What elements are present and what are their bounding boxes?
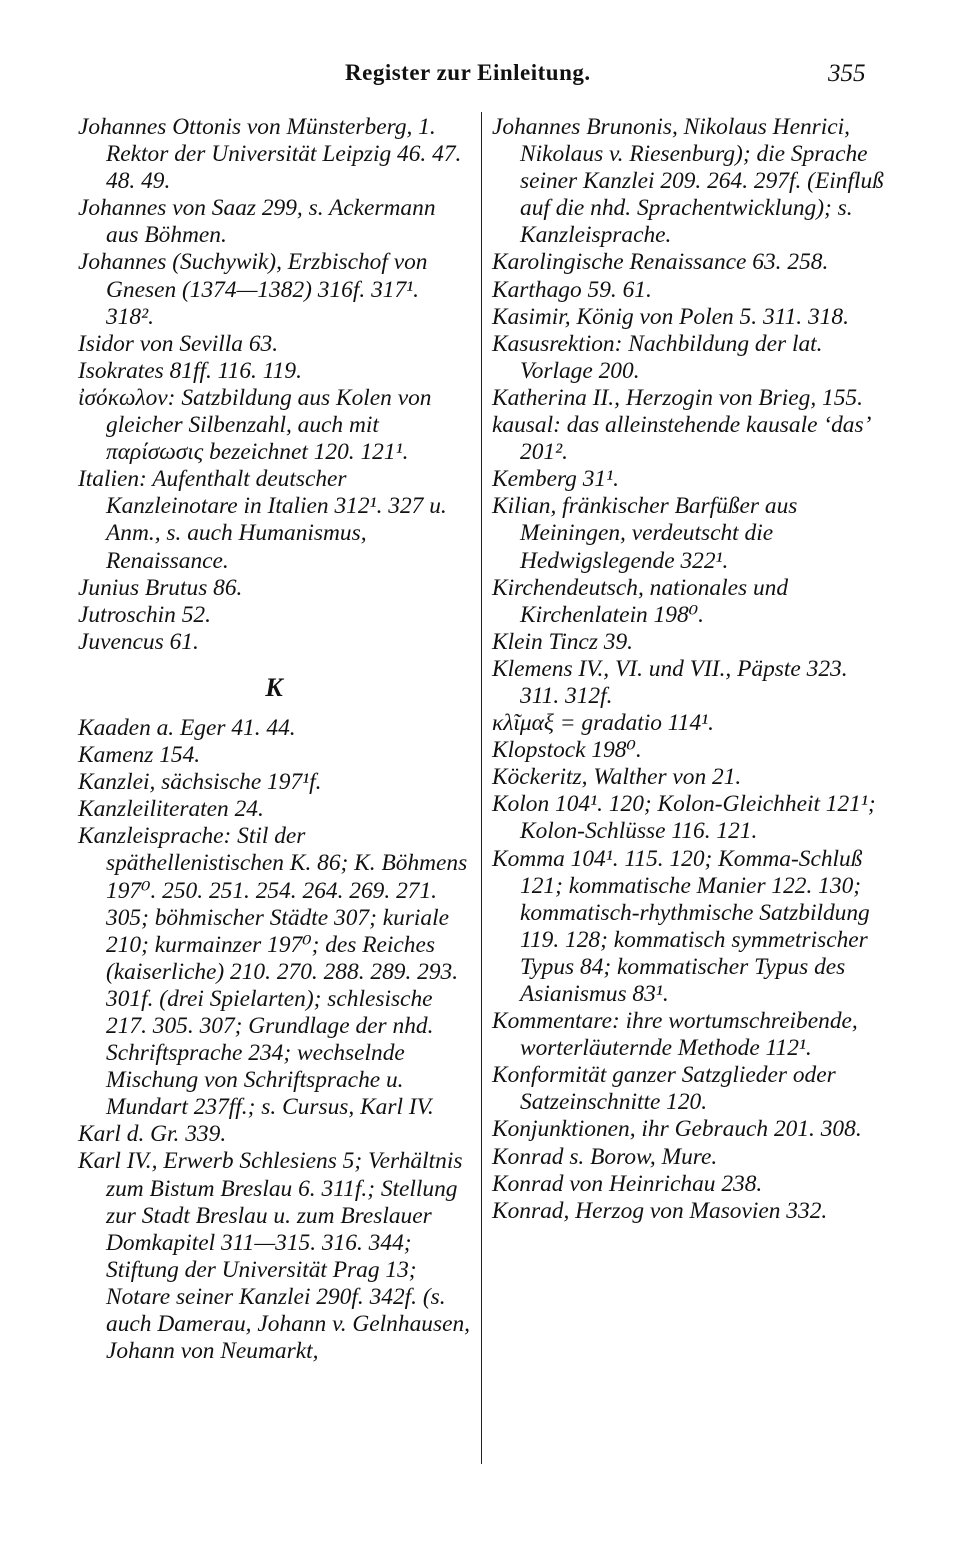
index-entry: κλῖμαξ = gradatio 114¹. [492,710,715,737]
index-entry: Johannes von Saaz 299, s. Ackermann aus Böhmen. [78,195,436,249]
index-entry: Jutroschin 52. [78,601,211,628]
index-entry: kausal: das alleinstehende kausale ʻdas’ 201². [492,412,869,466]
index-entry: Kilian, fränkischer Barfüßer aus Meiningen, verdeutscht die Hedwigslegende 322¹. [492,493,798,574]
index-entry: Junius Brutus 86. [78,574,243,601]
index-entry: Kanzleiliteraten 24. [78,796,264,823]
index-entry: Karthago 59. 61. [492,276,652,303]
index-entry: Isidor von Sevilla 63. [78,330,279,357]
index-entry: Kanzlei, sächsische 197¹f. [78,769,322,796]
index-entry: Kolon 104¹. 120; Kolon-Gleichheit 121¹; Kolon-Schlüsse 116. 121. [492,791,876,845]
index-entry: Johannes Ottonis von Münsterberg, 1. Rektor der Universität Leipzig 46. 47. 48. 49. [78,114,462,195]
index-entry: Karl IV., Erwerb Schlesiens 5; Verhältnis zum Bistum Breslau 6. 311f.; Stellung zur Stadt Breslau u. zum Breslauer Domkapitel 311—315. 316. 344; Stiftung der Universität Prag 13; Notare seiner Kanzlei 290f. 342f. (s. auch Damerau, Johann v. Gelnhausen, Johann von Neumarkt, [78,1148,470,1365]
index-entry: Konrad s. Borow, Mure. [492,1143,718,1170]
index-entry: Karl d. Gr. 339. [78,1121,227,1148]
index-entry: Konrad, Herzog von Masovien 332. [492,1197,828,1224]
section-letter-heading: K [265,672,283,702]
page-header [0,56,960,96]
column-divider [481,112,482,1464]
index-entry: Komma 104¹. 115. 120; Komma-Schluß 121; kommatische Manier 122. 130; kommatisch-rhythmische Satzbildung 119. 128; kommatisch symmetrischer Typus 84; kommatischer Typus des Asianismus 83¹. [492,845,870,1007]
index-entry: Johannes Brunonis, Nikolaus Henrici, Nikolaus v. Riesenburg); die Sprache seiner Kanzlei 209. 264. 297f. (Einfluß auf die nhd. Sprachentwicklung); s. Kanzleisprache. [492,114,884,249]
page-number: 355 [828,60,866,87]
index-entry: Kanzleisprache: Stil der späthellenistischen K. 86; K. Böhmens 197⁰. 250. 251. 254. 264. 269. 271. 305; böhmischer Städte 307; kuriale 210; kurmainzer 197⁰; des Reiches (kaiserliche) 210. 270. 288. 289. 293. 301f. (drei Spielarten); schlesische 217. 305. 307; Grundlage der nhd. Schriftsprache 234; wechselnde Mischung von Schriftsprache u. Mundart 237ff.; s. Cursus, Karl IV. [78,823,468,1121]
index-entry: Konrad von Heinrichau 238. [492,1170,763,1197]
index-entry: Karolingische Renaissance 63. 258. [492,249,829,276]
index-entry: Johannes (Suchywik), Erzbischof von Gnesen (1374—1382) 316f. 317¹. 318². [78,249,428,330]
index-entry: Kommentare: ihre wortumschreibende, worterläuternde Methode 112¹. [492,1008,858,1062]
index-entry: Konjunktionen, ihr Gebrauch 201. 308. [492,1116,862,1143]
running-title: Register zur Einleitung. [345,60,591,85]
index-entry: Kirchendeutsch, nationales und Kirchenlatein 198⁰. [492,574,789,628]
index-entry: Kemberg 31¹. [492,466,619,493]
index-entry: Kasusrektion: Nachbildung der lat. Vorlage 200. [492,330,823,384]
index-entry: Isokrates 81ff. 116. 119. [78,357,302,384]
left-column [78,114,470,1365]
index-entry: Kamenz 154. [78,742,201,769]
index-entry: Katherina II., Herzogin von Brieg, 155. [492,384,863,411]
index-entry: Klein Tincz 39. [492,628,634,655]
index-entry: Kasimir, König von Polen 5. 311. 318. [492,303,849,330]
index-entry: ἰσόκωλον: Satzbildung aus Kolen von gleicher Silbenzahl, auch mit παρίσωσις bezeichnet 120. 121¹. [78,384,432,466]
index-entry: Klemens IV., VI. und VII., Päpste 323. 311. 312f. [492,655,848,709]
index-entry: Klopstock 198⁰. [492,737,642,764]
index-entry: Köckeritz, Walther von 21. [492,764,742,791]
index-entry: Juvencus 61. [78,628,199,655]
index-entry: Konformität ganzer Satzglieder oder Satzeinschnitte 120. [492,1062,836,1116]
index-entry: Italien: Aufenthalt deutscher Kanzleinotare in Italien 312¹. 327 u. Anm., s. auch Humanismus, Renaissance. [78,466,447,574]
right-column [492,114,888,1225]
index-entry: Kaaden a. Eger 41. 44. [78,714,296,741]
